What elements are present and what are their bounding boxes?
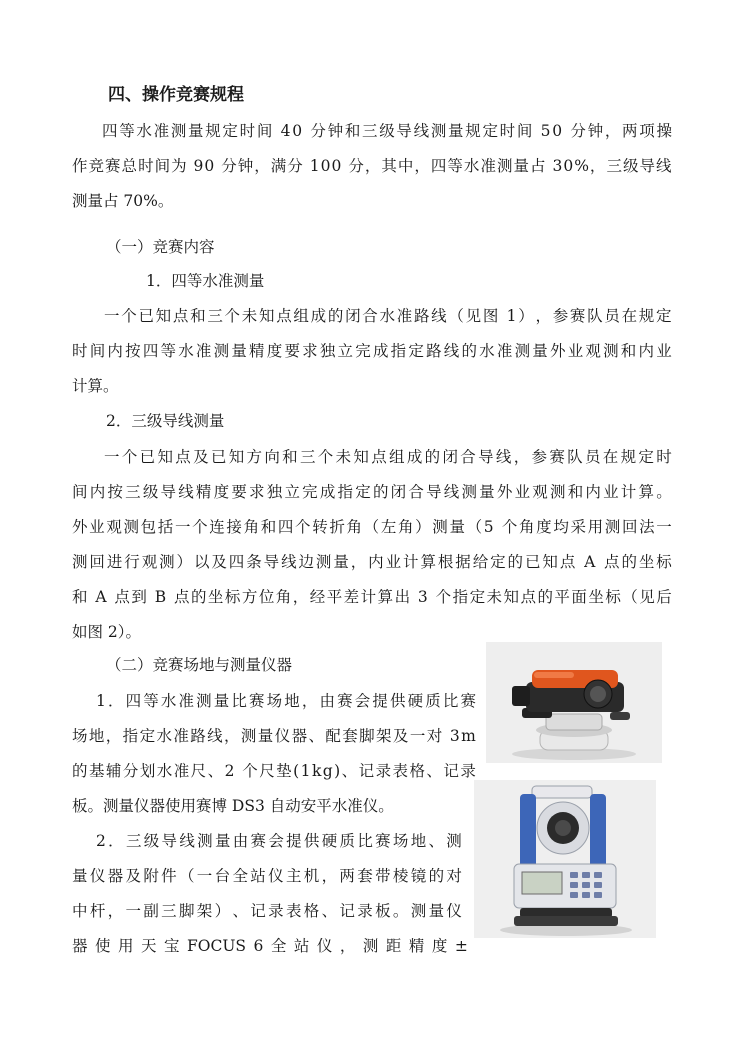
traverse-line-3: 外 业 观 测 包 括 一 个 连 接 角 和 四 个 转 折 角 （ 左 角 ） 测 量 （ 5 个 角 度 均 采 用 测 回 法 一 (72, 518, 672, 536)
traverse-line-5: 和 A 点 到 B 点 的 坐 标 方 位 角 ， 经 平 差 计 算 出 3 个 指 定 未 知 点 的 平 面 坐 标 （ 见 后 (72, 588, 672, 606)
site-leveling-line-2: 场 地 ， 指 定 水 准 路 线 ， 测 量 仪 器 、 配 套 脚 架 及 一 对 3 m (72, 727, 476, 745)
item-heading-traverse: 2．三级导线测量 (106, 412, 225, 430)
sub-heading-2: （二）竞赛场地与测量仪器 (106, 656, 293, 674)
section-heading: 四、操作竞赛规程 (108, 85, 244, 105)
leveling-line-1: 一 个 已 知 点 和 三 个 未 知 点 组 成 的 闭 合 水 准 路 线 （ 见 图 1 ） ， 参 赛 队 员 在 规 定 (104, 307, 672, 325)
site-leveling-line-4: 板。测量仪器使用赛博 DS3 自动安平水准仪。 (72, 797, 394, 815)
auto-level-instrument-photo (486, 642, 662, 763)
traverse-line-2: 间 内 按 三 级 导 线 精 度 要 求 独 立 完 成 指 定 的 闭 合 导 线 测 量 外 业 观 测 和 内 业 计 算 。 (72, 483, 672, 501)
total-station-photo (474, 780, 656, 938)
leveling-line-2: 时 间 内 按 四 等 水 准 测 量 精 度 要 求 独 立 完 成 指 定 路 线 的 水 准 测 量 外 业 观 测 和 内 业 (72, 342, 672, 360)
traverse-line-4: 测 回 进 行 观 测 ） 以 及 四 条 导 线 边 测 量 ， 内 业 计 算 根 据 给 定 的 已 知 点 A 点 的 坐 标 (72, 553, 672, 571)
intro-line-2: 作 竞 赛 总 时 间 为 9 0 分 钟 ， 满 分 1 0 0 分 ， 其 中 ， 四 等 水 准 测 量 占 3 0 % ， 三 级 导 线 (72, 157, 672, 175)
intro-line-1: 四 等 水 准 测 量 规 定 时 间 4 0 分 钟 和 三 级 导 线 测 量 规 定 时 间 5 0 分 钟 ， 两 项 操 (102, 122, 672, 140)
traverse-line-6: 如图 2）。 (72, 623, 142, 641)
traverse-line-1: 一 个 已 知 点 及 已 知 方 向 和 三 个 未 知 点 组 成 的 闭 合 导 线 ， 参 赛 队 员 在 规 定 时 (104, 448, 672, 466)
item-heading-leveling: 1．四等水准测量 (146, 272, 265, 290)
site-leveling-line-3: 的 基 辅 分 划 水 准 尺 、 2 个 尺 垫 ( 1 k g ) 、 记 录 表 格 、 记 录 (72, 762, 476, 780)
leveling-line-3: 计算。 (72, 377, 119, 395)
site-traverse-line-2: 量 仪 器 及 附 件 （ 一 台 全 站 仪 主 机 ， 两 套 带 棱 镜 的 对 (72, 867, 462, 885)
intro-line-3: 测量占 70%。 (72, 192, 174, 210)
site-leveling-line-1: 1 ． 四 等 水 准 测 量 比 赛 场 地 ， 由 赛 会 提 供 硬 质 比 赛 (96, 692, 476, 710)
site-traverse-line-4: 器 使 用 天 宝 FOCUS 6 全 站 仪 ， 测 距 精 度 ± (72, 937, 468, 955)
site-traverse-line-3: 中 杆 ， 一 副 三 脚 架 ） 、 记 录 表 格 、 记 录 板 。 测 量 仪 (72, 902, 462, 920)
site-traverse-line-1: 2 ． 三 级 导 线 测 量 由 赛 会 提 供 硬 质 比 赛 场 地 、 测 (96, 832, 462, 850)
sub-heading-1: （一）竞赛内容 (106, 238, 215, 256)
